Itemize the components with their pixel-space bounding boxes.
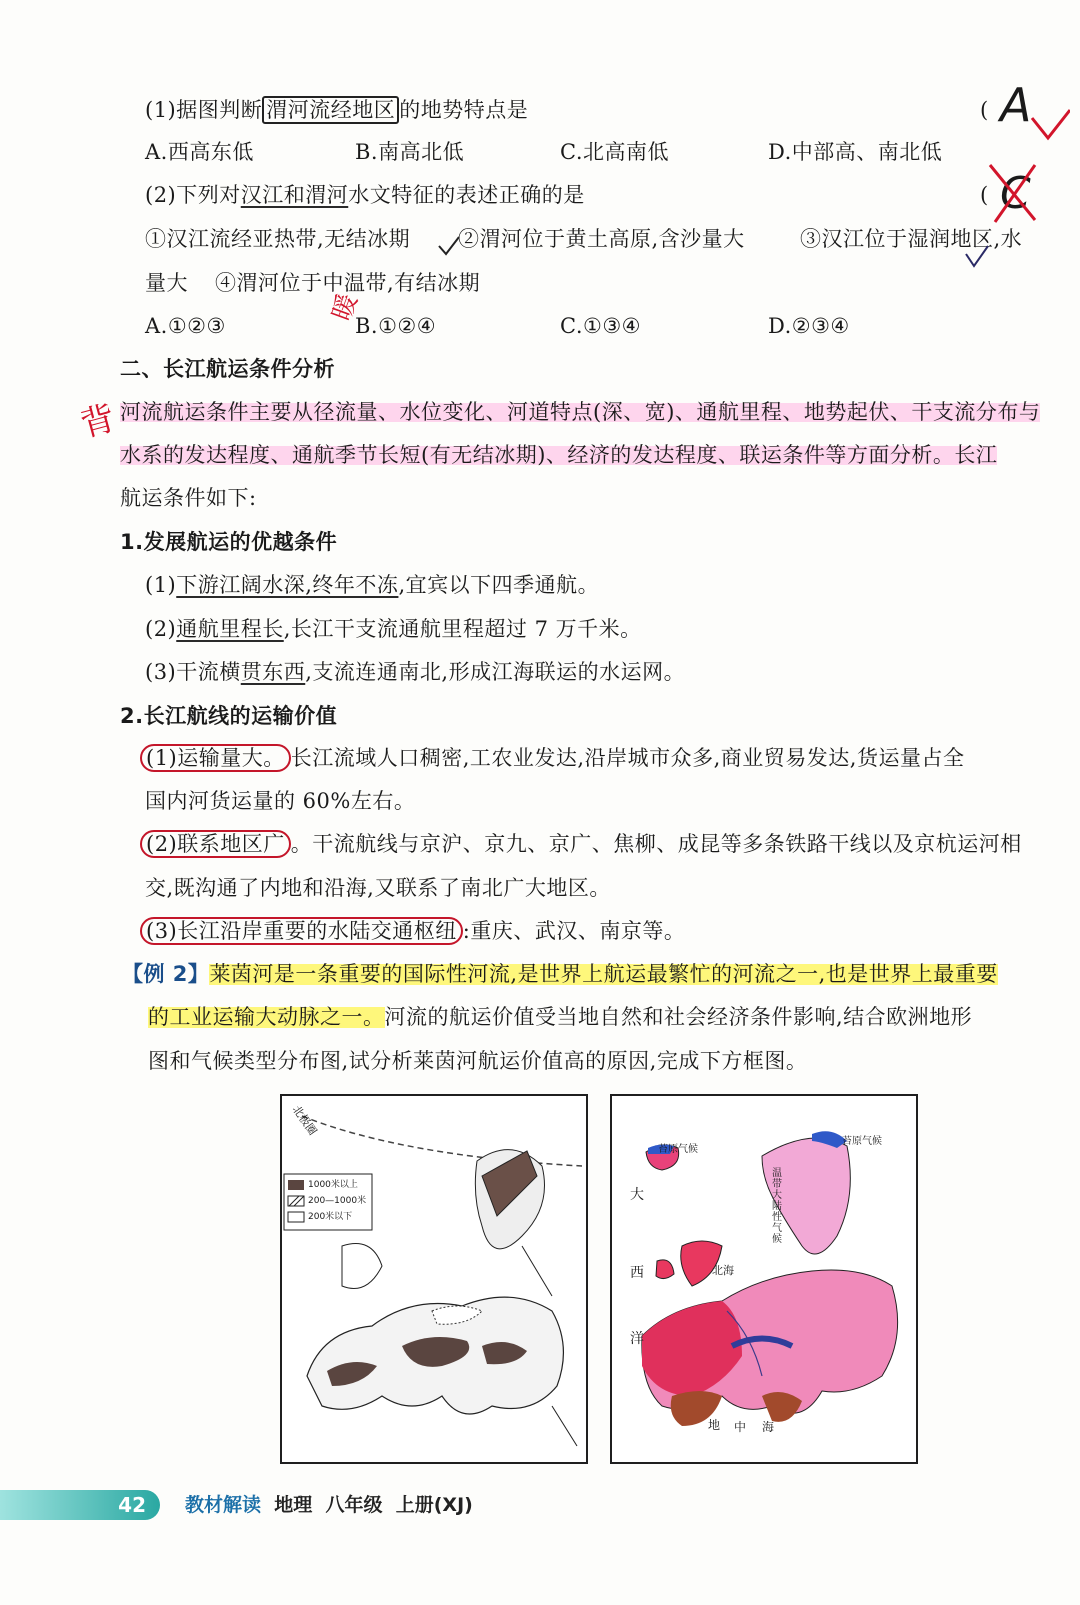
sub2-item-2-circled: (2)联系地区广 (140, 830, 291, 858)
section-para-line3: 航运条件如下: (120, 486, 257, 510)
sub1-item-3 (145, 657, 685, 687)
footer-title (185, 1490, 473, 1520)
sub2-item-2-line2: 交,既沟通了内地和沿海,又联系了南北广大地区。 (145, 876, 611, 900)
label-north-sea: 北海 (712, 1264, 734, 1277)
sub1-heading: 1.发展航运的优越条件 (120, 530, 338, 554)
footer-grade: 八年级 (325, 1494, 383, 1516)
sub1-item-3-pre: 干流横 (176, 660, 241, 684)
q2-red-cross-mark (985, 160, 1045, 230)
legend-low: 200米以下 (308, 1212, 353, 1222)
sub1-item-1-key: 下游江阔水深,终年不冻 (176, 573, 399, 597)
q2-bracket: ( (980, 183, 989, 207)
q2-stem-underlined: 汉江和渭河 (240, 183, 349, 207)
sub1-item-3-num: (3) (145, 660, 177, 684)
check-icon (964, 244, 990, 270)
sub1-item-2-rest: ,长江干支流通航里程超过 7 万千米。 (283, 617, 642, 641)
footer-volume: 上册(XJ) (395, 1494, 473, 1516)
q2-option-d: D.②③④ (768, 314, 850, 338)
q1-stem-pre: (1)据图判断 (145, 98, 263, 122)
footer-brand: 教材解读 (185, 1494, 262, 1516)
label-temperate-continental: 温带大陆性气候 (772, 1168, 782, 1245)
q1-option-c: C.北高南低 (560, 140, 669, 164)
label-atlantic-3: 洋 (630, 1331, 644, 1347)
q1-bracket: ( (980, 98, 989, 122)
europe-terrain-map (280, 1094, 588, 1464)
check-icon (437, 234, 461, 258)
q2-option-b: B.①②④ (355, 314, 437, 338)
page-number: 42 (0, 1490, 160, 1520)
section-para-line2 (120, 440, 997, 470)
sub2-item-1-rest: 长江流域人口稠密,工农业发达,沿岸城市众多,商业贸易发达,货运量占全 (290, 746, 965, 770)
q2-option-c: C.①③④ (560, 314, 641, 338)
label-tundra-left: 苔原气候 (658, 1144, 698, 1155)
sub2-item-1-line2: 国内河货运量的 60%左右。 (145, 789, 416, 813)
footer-subject: 地理 (274, 1494, 313, 1516)
terrain-map-drawing (282, 1096, 586, 1462)
section-para-line2-text: 水系的发达程度、通航季节长短(有无结冰期)、经济的发达程度、联运条件等方面分析。长江 (120, 443, 998, 467)
q2-handwritten-answer: C (1000, 168, 1031, 219)
sub2-heading: 2.长江航线的运输价值 (120, 704, 338, 728)
sub1-item-2 (145, 614, 642, 644)
example-line2 (148, 1002, 972, 1032)
q2-option-a: A.①②③ (145, 314, 226, 338)
sub2-item-3-circled: (3)长江沿岸重要的水陆交通枢纽 (140, 917, 463, 945)
sub1-item-2-num: (2) (145, 617, 177, 641)
q1-red-check-mark (1030, 108, 1070, 158)
sub2-item-2 (140, 829, 1022, 859)
arctic-circle-label: 北极圈 (289, 1103, 320, 1138)
q2-statement-4: ④渭河位于中温带,有结冰期 (215, 271, 481, 295)
label-atlantic-1: 大 (630, 1187, 644, 1203)
sub2-item-2-rest: 。干流航线与京沪、京九、京广、焦柳、成昆等多条铁路干线以及京杭运河相 (290, 832, 1022, 856)
sub1-item-1 (145, 570, 599, 600)
q2-handwritten-correction: 暖 (326, 290, 364, 325)
label-mediterranean-2: 中 (734, 1420, 747, 1434)
sub1-item-3-key: 贯东西 (240, 660, 306, 684)
q2-stem-post: 水文特征的表述正确的是 (348, 183, 585, 207)
sub2-item-1 (140, 743, 964, 773)
sub2-item-3-rest: :重庆、武汉、南京等。 (462, 919, 686, 943)
sub1-item-2-key: 通航里程长 (176, 617, 284, 641)
section-para-line1-text: 河流航运条件主要从径流量、水位变化、河道特点(深、宽)、通航里程、地势起伏、干支流分布与 (120, 400, 1041, 424)
margin-note-memorize: 背 (76, 398, 120, 446)
q2-statements-line2: 量大 (145, 271, 188, 295)
page-footer (0, 1480, 1080, 1528)
europe-climate-map (610, 1094, 918, 1464)
q1-stem (145, 95, 528, 125)
sub1-item-3-rest: ,支流连通南北,形成江海联运的水运网。 (305, 660, 686, 684)
example-line1 (122, 959, 998, 989)
label-mediterranean-1: 地 (708, 1418, 721, 1432)
section-heading: 二、长江航运条件分析 (120, 357, 335, 381)
label-atlantic-2: 西 (630, 1265, 644, 1281)
q2-statement-1: ①汉江流经亚热带,无结冰期 (145, 227, 411, 251)
legend-mid: 200—1000米 (308, 1196, 367, 1206)
q1-stem-post: 的地势特点是 (399, 98, 529, 122)
example-line2-rest: 河流的航运价值受当地自然和社会经济条件影响,结合欧洲地形 (384, 1005, 973, 1029)
q2-statements-line1 (145, 224, 410, 254)
sub1-item-1-rest: ,宜宾以下四季通航。 (398, 573, 600, 597)
q1-option-a: A.西高东低 (145, 140, 254, 164)
q1-stem-boxed: 渭河流经地区 (262, 96, 399, 124)
section-para-line1 (120, 397, 1040, 427)
label-tundra-right: 苔原气候 (842, 1136, 882, 1147)
sub1-item-1-num: (1) (145, 573, 177, 597)
q1-handwritten-answer: A (1000, 78, 1032, 132)
sub2-item-3 (140, 916, 685, 946)
sub2-item-1-circled: (1)运输量大。 (140, 744, 291, 772)
q1-option-d: D.中部高、南北低 (768, 140, 943, 164)
q2-statement-3: ③汉江位于湿润地区,水 (800, 227, 1023, 251)
example-label: 【例 2】 (122, 962, 210, 986)
example-line2-highlight: 的工业运输大动脉之一。 (148, 1005, 385, 1029)
q2-stem-pre: (2)下列对 (145, 183, 241, 207)
example-line3: 图和气候类型分布图,试分析莱茵河航运价值高的原因,完成下方框图。 (148, 1049, 808, 1073)
label-mediterranean-3: 海 (762, 1420, 775, 1434)
q2-statement-2: ②渭河位于黄土高原,含沙量大 (458, 227, 745, 251)
example-line1-text: 莱茵河是一条重要的国际性河流,是世界上航运最繁忙的河流之一,也是世界上最重要 (209, 962, 998, 986)
legend-high: 1000米以上 (308, 1180, 358, 1190)
q2-stem (145, 180, 585, 210)
q1-option-b: B.南高北低 (355, 140, 465, 164)
